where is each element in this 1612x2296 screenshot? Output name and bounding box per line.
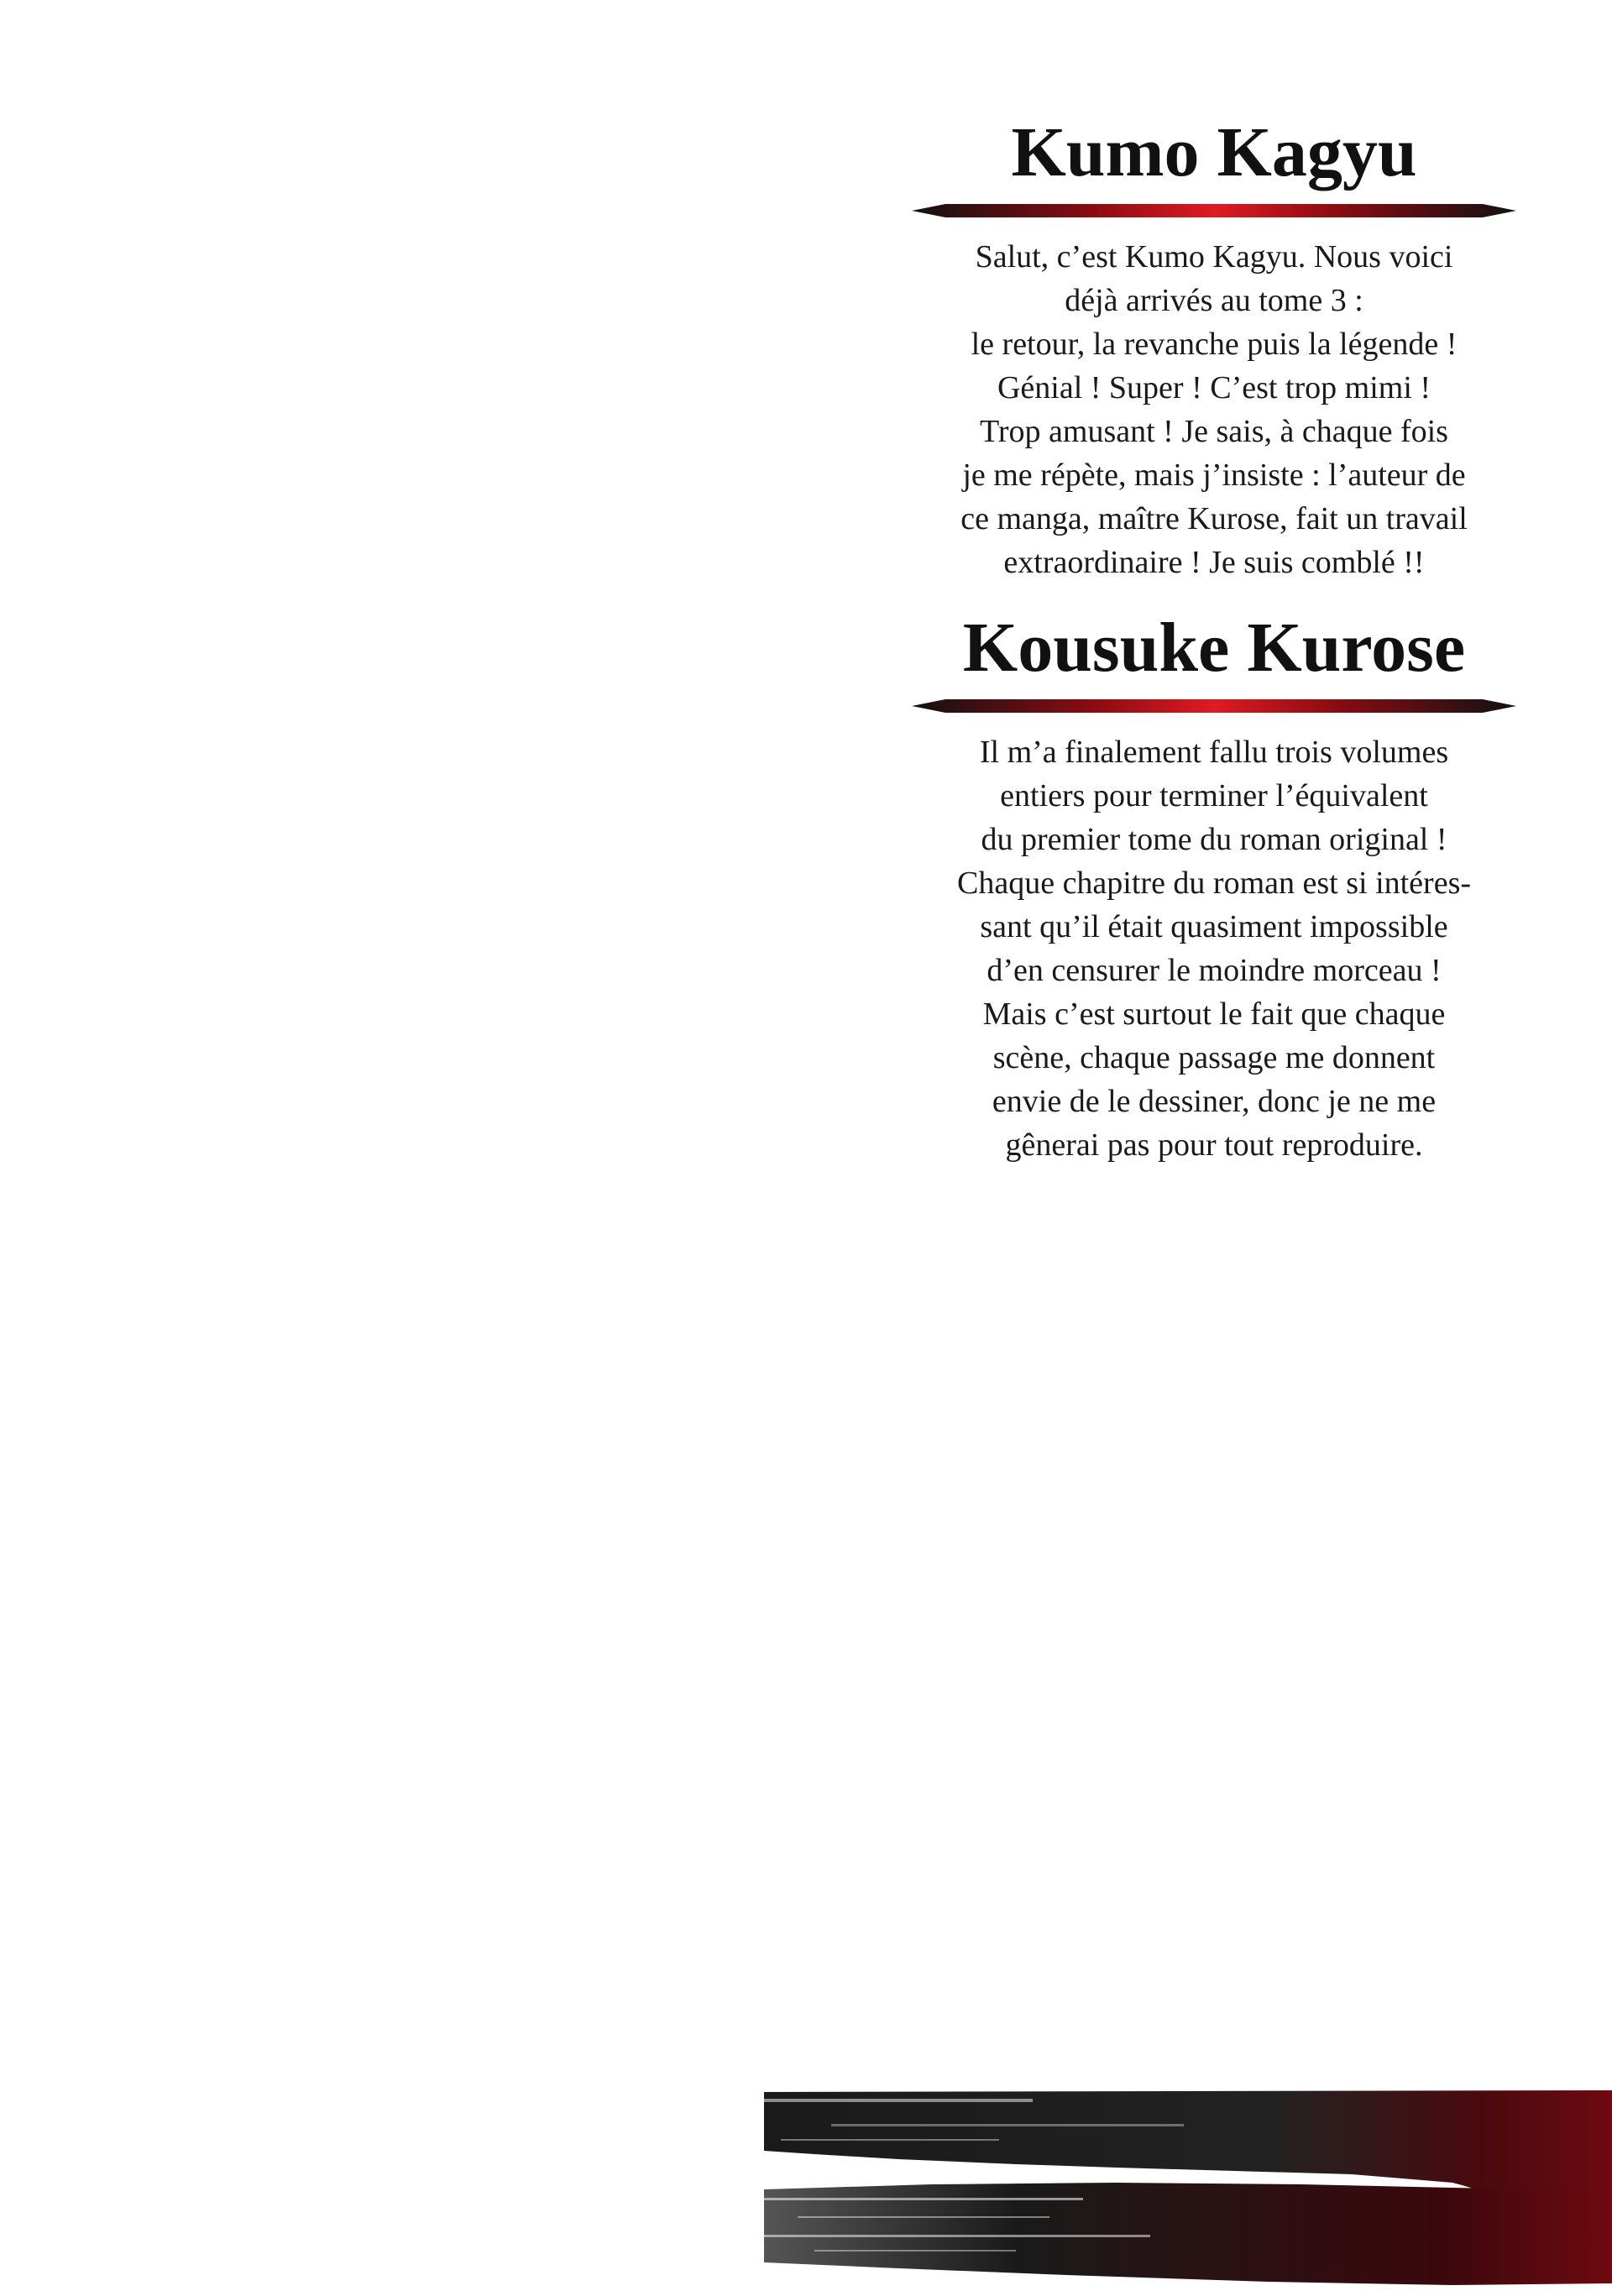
message-line: Chaque chapitre du roman est si intéres- xyxy=(956,866,1472,901)
message-line: Il m’a finalement fallu trois volumes xyxy=(979,735,1449,770)
message-line: ce manga, maître Kurose, fait un travail xyxy=(960,501,1468,536)
message-line: Salut, c’est Kumo Kagyu. Nous voici xyxy=(975,239,1453,275)
message-line: d’en censurer le moindre morceau ! xyxy=(987,953,1442,988)
author-message xyxy=(912,730,1516,1167)
author-heading: Kousuke Kurose xyxy=(962,609,1466,687)
message-line: Mais c’est surtout le fait que chaque xyxy=(982,996,1446,1032)
message-line: Trop amusant ! Je sais, à chaque fois xyxy=(980,414,1448,449)
brush-stroke-decoration-icon xyxy=(764,2090,1612,2292)
message-line: gênerai pas pour tout reproduire. xyxy=(1005,1127,1423,1163)
message-line: extraordinaire ! Je suis comblé !! xyxy=(1003,545,1425,580)
message-line: entiers pour terminer l’équivalent xyxy=(1000,778,1428,813)
red-divider-icon xyxy=(912,697,1516,715)
message-line: sant qu’il était quasiment impossible xyxy=(980,909,1448,944)
message-line: envie de le dessiner, donc je ne me xyxy=(992,1084,1437,1119)
author-message xyxy=(912,235,1516,584)
author-heading: Kumo Kagyu xyxy=(1011,113,1417,191)
message-line: je me répète, mais j’insiste : l’auteur de xyxy=(962,458,1466,493)
author-section-kagyu xyxy=(912,113,1516,584)
red-divider-icon xyxy=(912,201,1516,220)
message-line: scène, chaque passage me donnent xyxy=(992,1040,1436,1075)
message-line: déjà arrivés au tome 3 : xyxy=(1065,283,1363,318)
author-section-kurose xyxy=(912,609,1516,1167)
message-line: du premier tome du roman original ! xyxy=(981,822,1447,857)
message-line: le retour, la revanche puis la légende ! xyxy=(971,327,1458,362)
message-line: Génial ! Super ! C’est trop mimi ! xyxy=(997,370,1431,405)
